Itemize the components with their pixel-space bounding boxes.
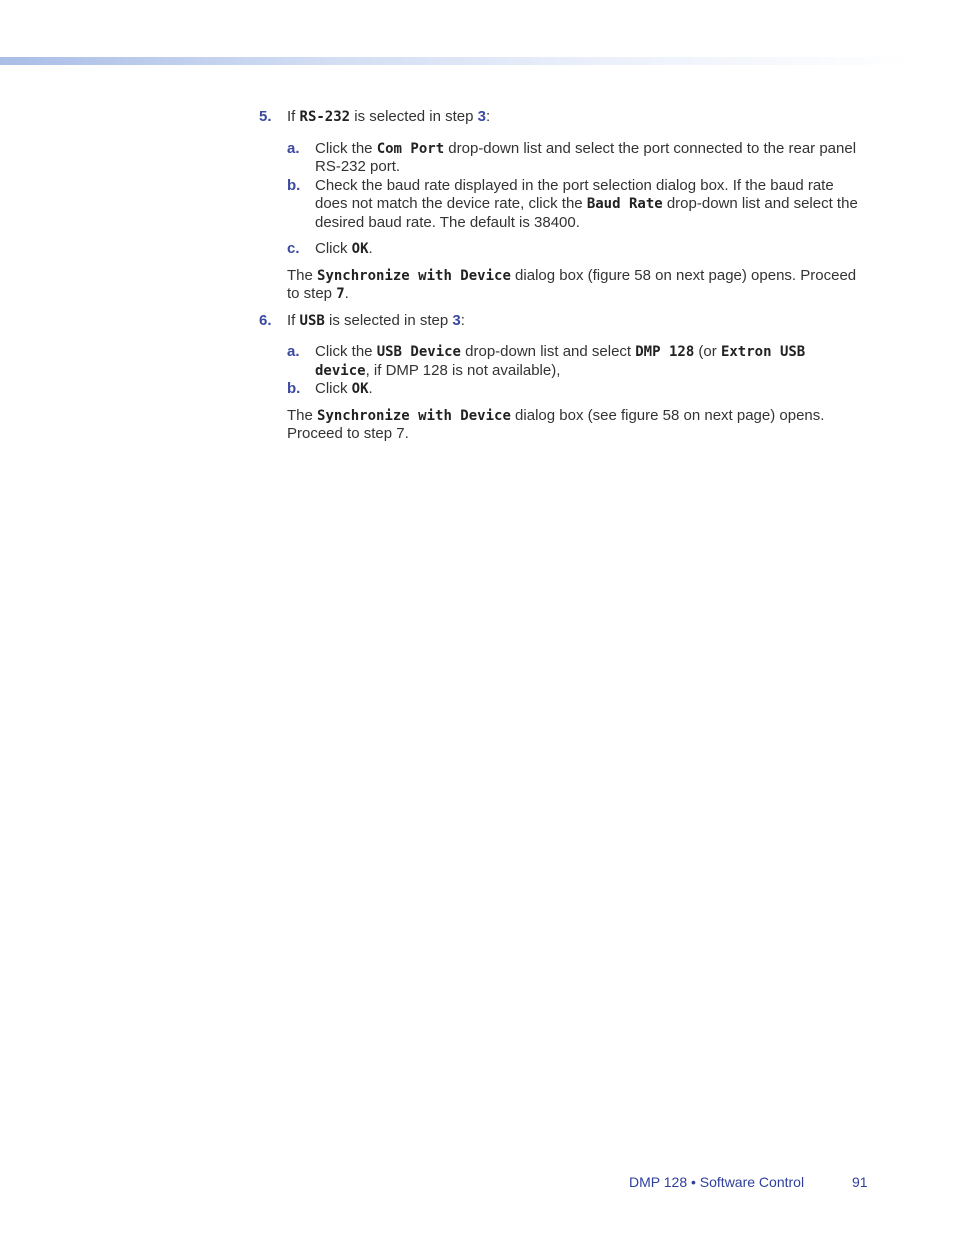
step-6-note: The Synchronize with Device dialog box (see figure 58 on next page) opens. Proceed to step 7.	[287, 406, 825, 442]
synchronize-dialog-label: Synchronize with Device	[317, 267, 511, 284]
step-6-number: 6.	[259, 311, 272, 329]
step-5a: a. Click the Com Port drop-down list and select the port connected to the rear panel RS-232 port.	[287, 139, 857, 175]
page-number: 91	[852, 1174, 868, 1190]
step-6b: b. Click OK.	[287, 380, 373, 397]
ok-label-2: OK	[351, 381, 369, 397]
com-port-label: Com Port	[376, 140, 445, 157]
header-accent-bar	[0, 57, 912, 65]
extron-usb-device-label: Extron USB device	[315, 344, 806, 379]
step-5-note: The Synchronize with Device dialog box (figure 58 on next page) opens. Proceed to step 7.	[287, 266, 857, 302]
step-5c: c. Click OK.	[287, 240, 373, 257]
instruction-content	[259, 108, 859, 444]
step-6a: a. Click the USB Device drop-down list and select DMP 128 (or Extron USB device, if DMP 128 is not available),	[287, 343, 806, 379]
baud-rate-label: Baud Rate	[586, 196, 663, 212]
step-5b: b. Check the baud rate displayed in the port selection dialog box. If the baud rate does not match the device rate, click the Baud Rate drop-down list and select the desired baud rate. The default is 38400.	[287, 176, 858, 231]
step-6: 6. If USB is selected in step 3:	[259, 311, 465, 329]
step-7-ref: 7	[336, 286, 345, 302]
step-3-ref: 3	[477, 108, 487, 125]
rs232-label: RS-232	[299, 109, 351, 125]
step-5: 5. If RS-232 is selected in step 3:	[259, 108, 491, 125]
footer-title: DMP 128 • Software Control	[629, 1174, 805, 1190]
usb-device-label: USB Device	[376, 344, 461, 360]
step-5-number: 5.	[259, 108, 272, 125]
synchronize-dialog-label-2: Synchronize with Device	[317, 407, 511, 424]
step-3-ref-2: 3	[452, 311, 461, 329]
ok-label: OK	[351, 241, 369, 257]
usb-label: USB	[299, 312, 325, 329]
dmp128-label: DMP 128	[635, 344, 695, 360]
